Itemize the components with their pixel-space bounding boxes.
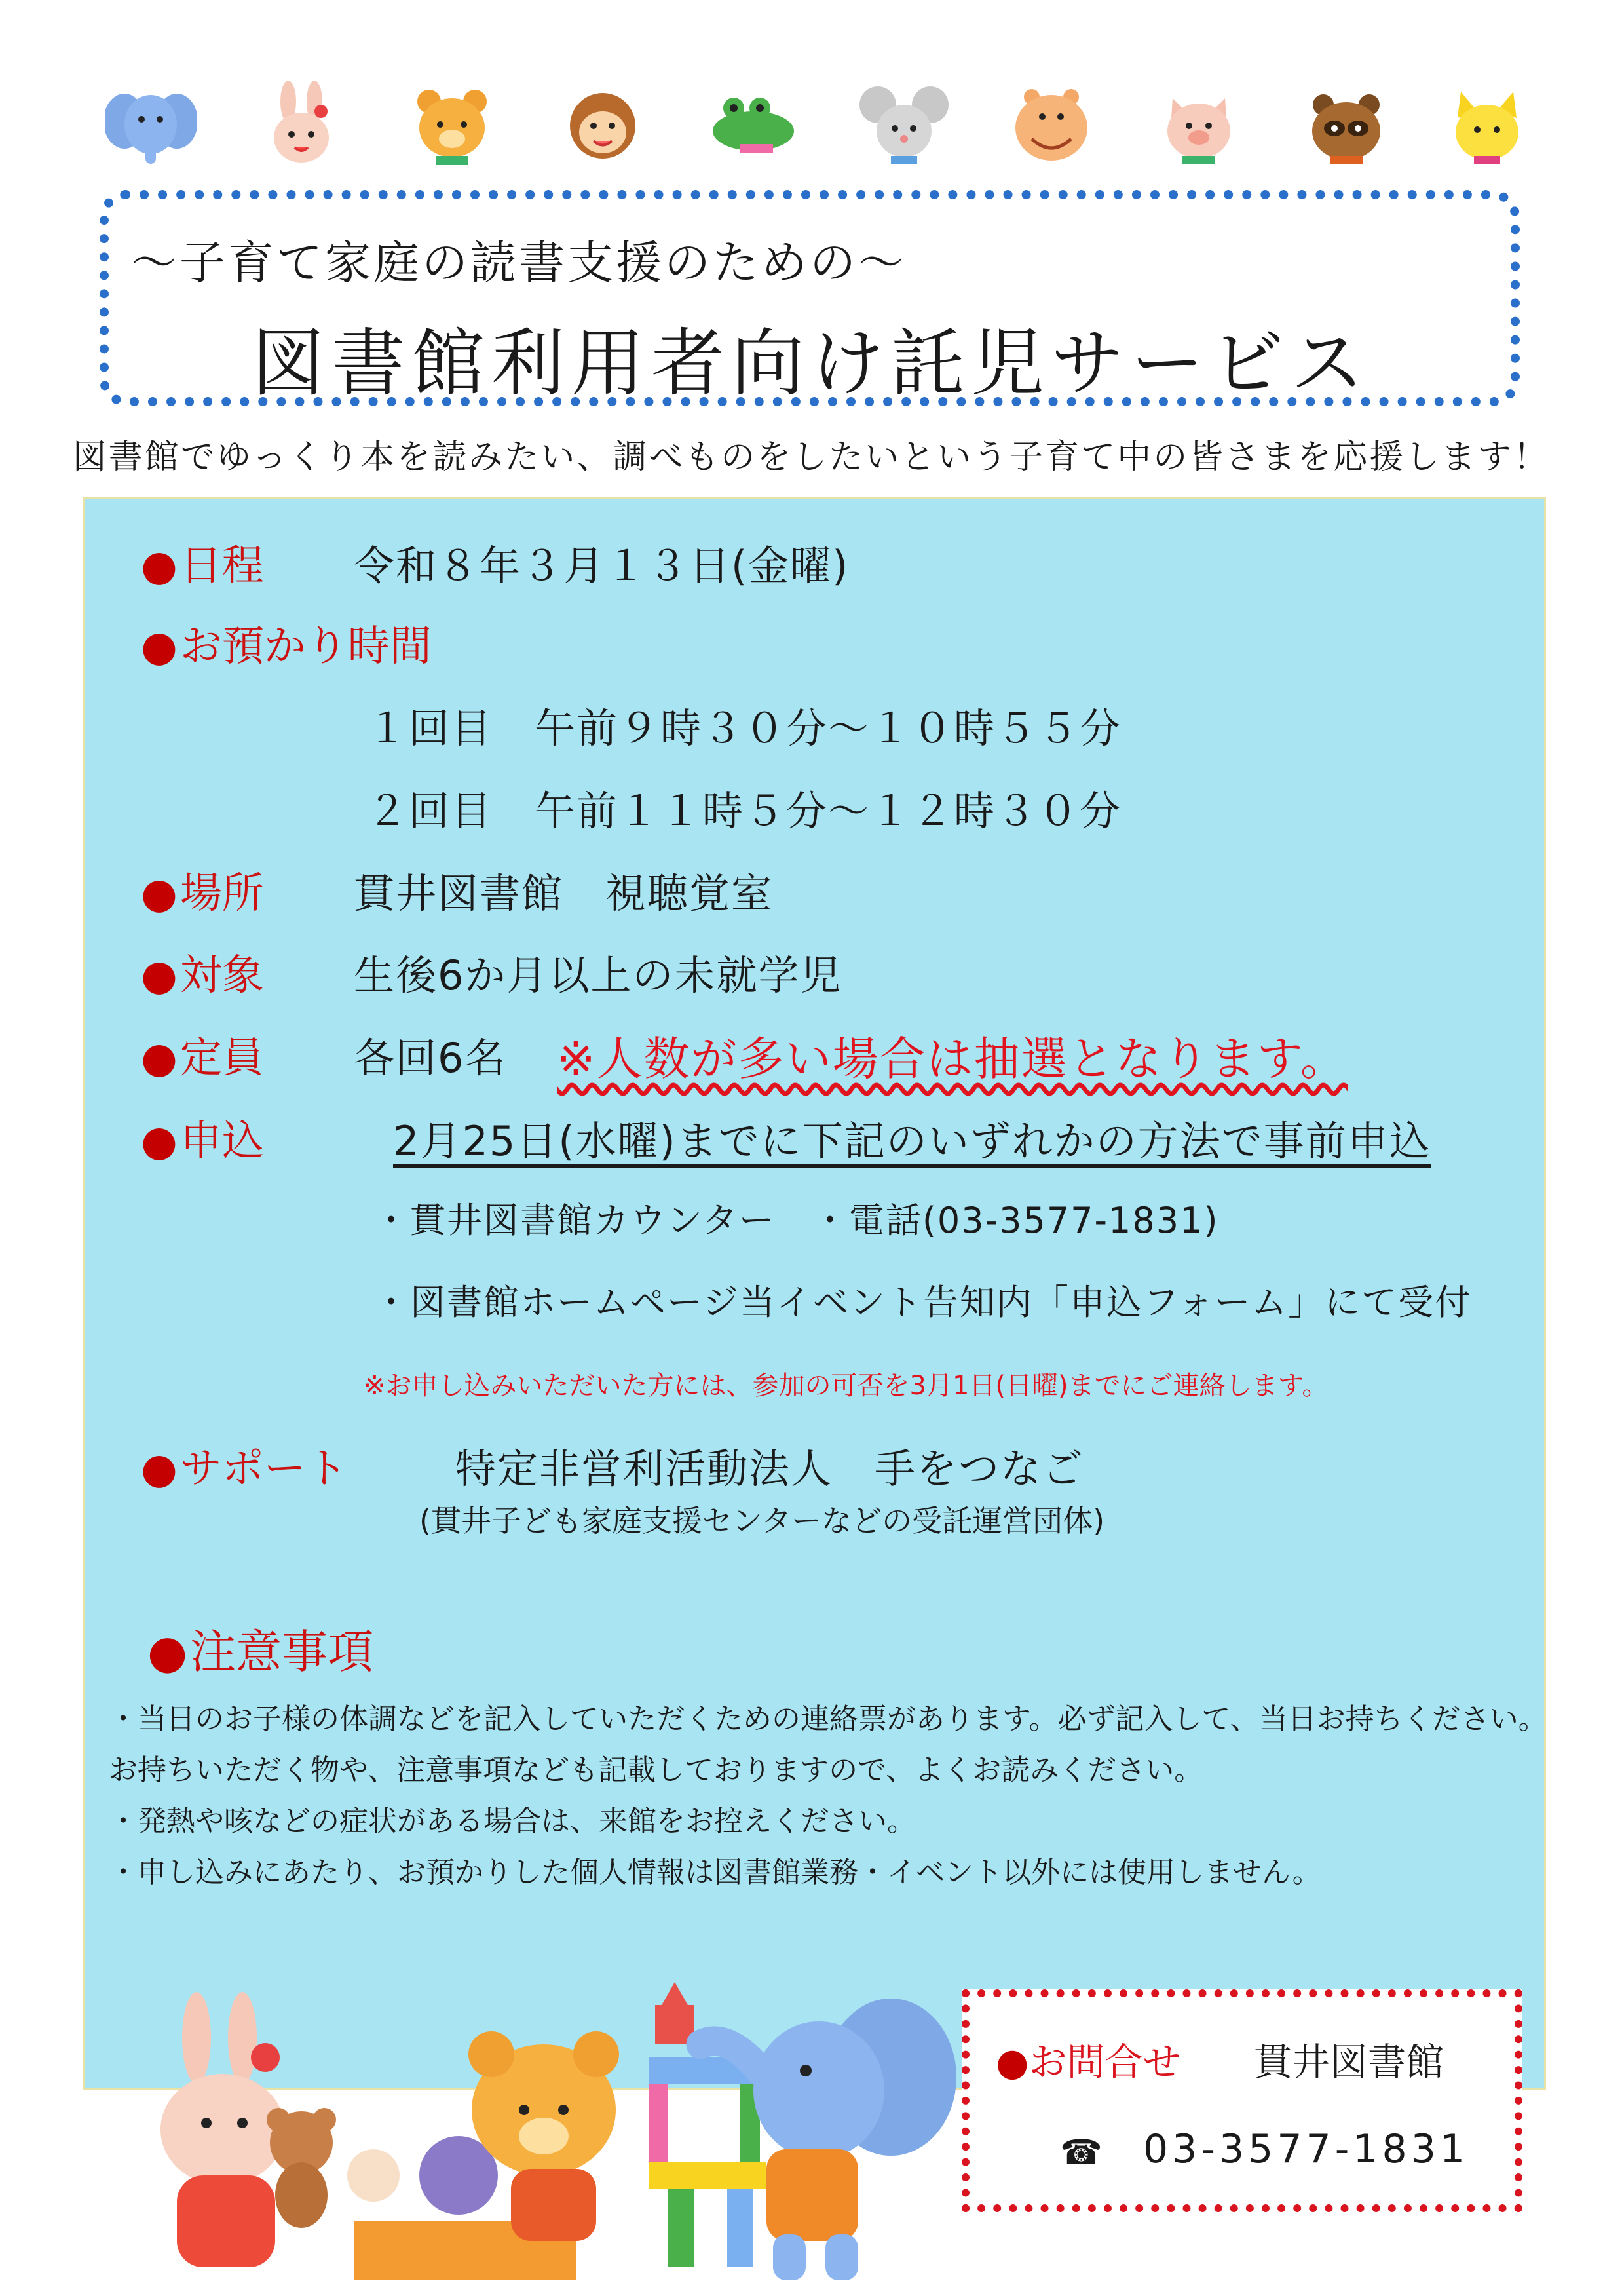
subtitle: 〜子育て家庭の読書支援のための〜 xyxy=(131,236,907,290)
note-line: ・当日のお子様の体調などを記入していただくための連絡票があります。必ず記入して、当日お持ちください。 xyxy=(109,1702,1547,1736)
contact-phone[interactable]: 03-3577-1831 xyxy=(1143,2126,1469,2172)
support-label: サポート xyxy=(179,1445,348,1493)
target-value: 生後6か月以上の未就学児 xyxy=(354,951,842,999)
target-label: 対象 xyxy=(179,951,264,1000)
cat-face-icon xyxy=(1441,79,1533,170)
capacity-value: 各回6名 xyxy=(354,1034,507,1082)
tagline: 図書館でゆっくり本を読みたい、調べものをしたいという子育て中の皆さまを応援します！ xyxy=(72,438,1550,477)
contact-label: お問合せ xyxy=(1028,2040,1181,2084)
contact-box xyxy=(962,1989,1522,2212)
hippo-face-icon xyxy=(1006,79,1097,170)
notes-heading: ●注意事項 xyxy=(147,1625,374,1679)
bear-face-icon xyxy=(406,79,498,170)
place-label: 場所 xyxy=(179,870,264,918)
animal-faces-row xyxy=(105,79,1533,177)
place-value: 貫井図書館 視聴覚室 xyxy=(354,870,774,917)
elephant-face-icon xyxy=(105,79,197,170)
support-value: 特定非営利活動法人 手をつなご xyxy=(455,1445,1085,1493)
notes-title: 注意事項 xyxy=(190,1625,374,1679)
note-line: ・発熱や咳などの症状がある場合は、来館をお控えください。 xyxy=(109,1805,916,1838)
session-1: １回目 午前９時３０分〜１０時５５分 xyxy=(367,704,1122,752)
rabbit-face-icon xyxy=(255,79,347,170)
support-heading: ●サポート xyxy=(141,1445,348,1493)
place-heading: ●場所 xyxy=(141,870,264,918)
apply-note: ※お申し込みいただいた方には、参加の可否を3月1日(日曜)までにご連絡します。 xyxy=(364,1371,1329,1401)
capacity-heading: ●定員 xyxy=(141,1034,264,1082)
support-sub: (貫井子ども家庭支援センターなどの受託運営団体) xyxy=(419,1503,1105,1539)
capacity-label: 定員 xyxy=(179,1034,264,1082)
page-title: 図書館利用者向け託児サービス xyxy=(252,321,1370,406)
raccoon-face-icon xyxy=(1300,79,1392,170)
mouse-face-icon xyxy=(858,79,950,170)
note-line: お持ちいただく物や、注意事項なども記載しておりますので、よくお読みください。 xyxy=(109,1753,1203,1787)
session-2: ２回目 午前１１時５分〜１２時３０分 xyxy=(367,787,1122,835)
schedule-heading: ●日程 xyxy=(141,542,264,590)
schedule-label: 日程 xyxy=(179,542,264,590)
apply-method-2: ・図書館ホームページ当イベント告知内「申込フォーム」にて受付 xyxy=(373,1282,1472,1323)
apply-heading: ●申込 xyxy=(141,1117,264,1166)
pig-face-icon xyxy=(1153,79,1245,170)
apply-label: 申込 xyxy=(179,1117,264,1166)
contact-heading: ●お問合せ xyxy=(996,2040,1181,2084)
apply-method-1: ・貫井図書館カウンター ・電話(03-3577-1831) xyxy=(373,1200,1219,1241)
hours-heading: ●お預かり時間 xyxy=(141,622,432,671)
hours-label: お預かり時間 xyxy=(179,622,432,671)
target-heading: ●対象 xyxy=(141,951,264,1000)
crocodile-face-icon xyxy=(707,79,799,170)
capacity-note: ※人数が多い場合は抽選となります。 xyxy=(557,1032,1348,1086)
note-line: ・申し込みにあたり、お預かりした個人情報は図書館業務・イベント以外には使用しません。 xyxy=(109,1856,1321,1889)
monkey-face-icon xyxy=(557,79,649,170)
telephone-icon: ☎ xyxy=(1060,2133,1103,2172)
apply-value: 2月25日(水曜)までに下記のいずれかの方法で事前申込 xyxy=(393,1117,1431,1165)
children-toys-illustration xyxy=(151,1979,963,2293)
notes-list xyxy=(109,1694,1547,1898)
schedule-value: 令和８年３月１３日(金曜) xyxy=(354,542,850,590)
contact-library: 貫井図書館 xyxy=(1254,2040,1444,2084)
